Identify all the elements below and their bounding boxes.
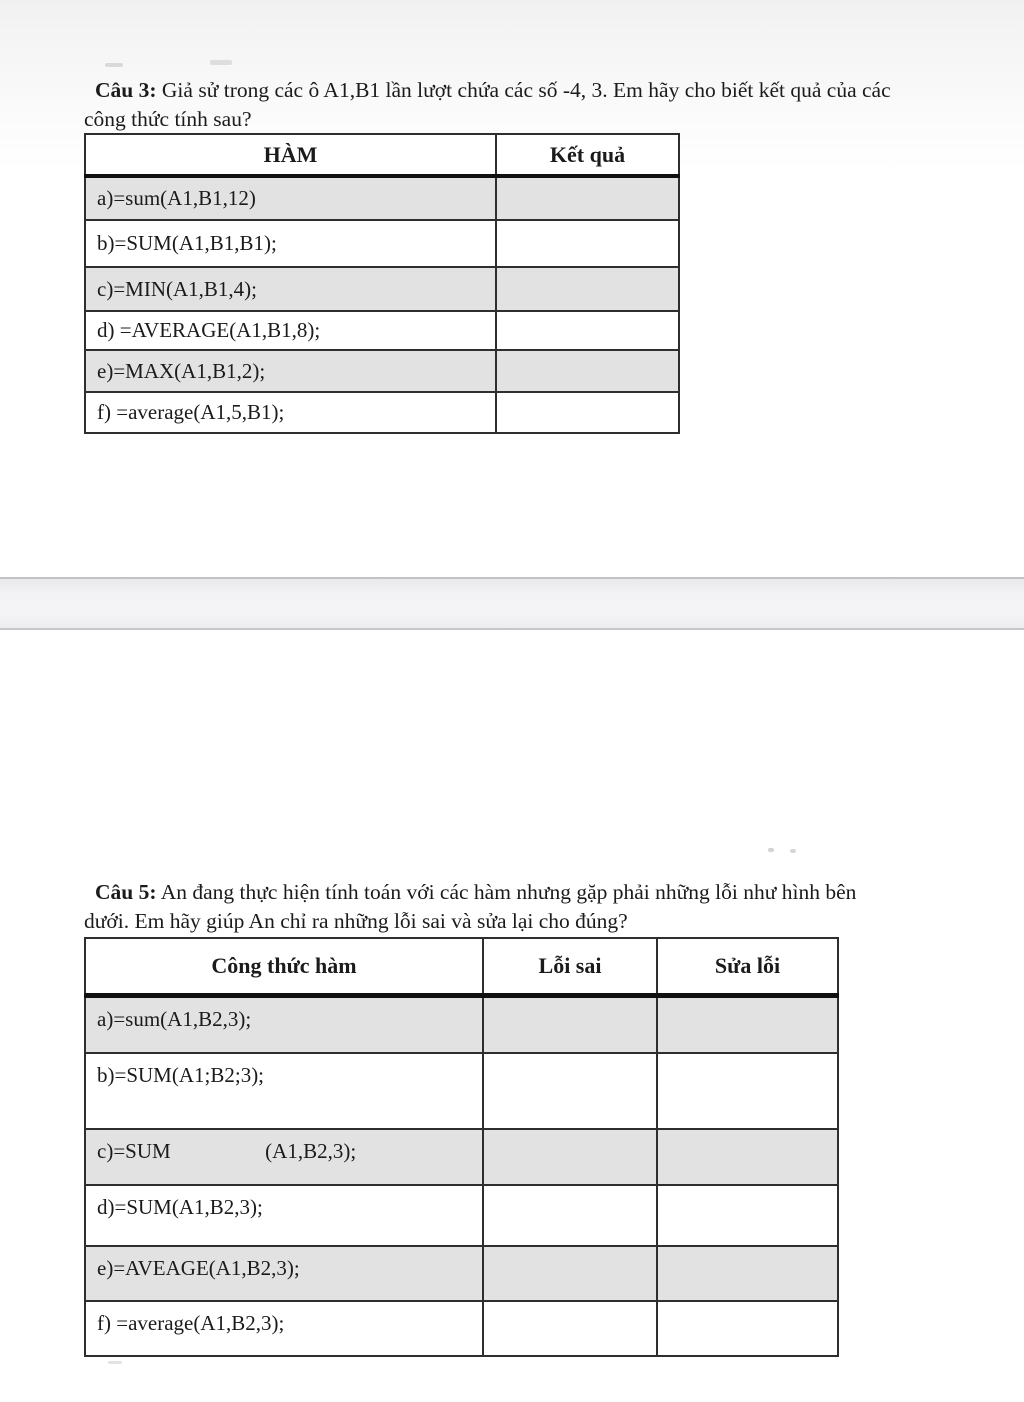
table2-row-b: [85, 1053, 838, 1129]
scan-smudge: [105, 63, 123, 67]
table1-header-ketqua: Kết quả: [496, 134, 679, 176]
question5-table: [84, 937, 839, 1357]
table2-row-e: [85, 1246, 838, 1301]
scan-smudge: [210, 60, 232, 65]
table1-row-b: [85, 220, 679, 267]
table1-header-row: [85, 134, 679, 176]
table1-row-e: [85, 350, 679, 392]
formula-cell: e)=MAX(A1,B1,2);: [97, 358, 266, 383]
table2-row-f: [85, 1301, 838, 1356]
table2-row-a: [85, 995, 838, 1053]
question3-paragraph: [84, 76, 891, 134]
formula-cell: b)=SUM(A1,B1,B1);: [97, 231, 277, 255]
question5-label: Câu 5:: [95, 880, 157, 904]
scan-smudge: [108, 1361, 122, 1364]
formula-cell: c)=SUM (A1,B2,3);: [97, 1139, 357, 1163]
table1-row-f: [85, 392, 679, 433]
question3-table: [84, 133, 680, 434]
scan-smudge: [768, 848, 774, 852]
formula-cell: e)=AVEAGE(A1,B2,3);: [97, 1256, 300, 1280]
formula-cell: c)=MIN(A1,B1,4);: [97, 276, 257, 301]
table2-row-d: [85, 1185, 838, 1246]
table2-header-sualoi: Sửa lỗi: [657, 938, 838, 995]
table1-row-d: [85, 311, 679, 350]
table1-header-ham: HÀM: [85, 134, 496, 176]
formula-cell: d) =AVERAGE(A1,B1,8);: [97, 318, 321, 342]
formula-cell: a)=sum(A1,B2,3);: [97, 1006, 252, 1031]
question3-line1: [95, 76, 891, 105]
question5-text: An đang thực hiện tính toán với các hàm nhưng gặp phải những lỗi như hình bên: [160, 880, 857, 904]
table2-header-congthuc: Công thức hàm: [85, 938, 483, 995]
table2-header-loisai: Lỗi sai: [483, 938, 657, 995]
question5-line1: [95, 878, 856, 907]
formula-cell: b)=SUM(A1;B2;3);: [97, 1063, 265, 1087]
question5-line2: dưới. Em hãy giúp An chỉ ra những lỗi sai và sửa lại cho đúng?: [84, 909, 628, 933]
formula-cell: a)=sum(A1,B1,12): [97, 186, 256, 210]
question3-label: Câu 3:: [95, 78, 157, 102]
question3-text: Giả sử trong các ô A1,B1 lần lượt chứa các số -4, 3. Em hãy cho biết kết quả của các: [161, 78, 891, 102]
question5-paragraph: [84, 878, 856, 936]
formula-cell: f) =average(A1,B2,3);: [97, 1311, 285, 1335]
page-break-separator: [0, 577, 1024, 630]
formula-cell: f) =average(A1,5,B1);: [97, 400, 285, 424]
table2-row-c: [85, 1129, 838, 1185]
formula-cell: d)=SUM(A1,B2,3);: [97, 1195, 263, 1219]
table1-row-c: [85, 267, 679, 311]
table1-row-a: [85, 176, 679, 220]
scan-smudge: [790, 849, 796, 853]
table2-header-row: [85, 938, 838, 995]
question3-line2: công thức tính sau?: [84, 107, 252, 131]
